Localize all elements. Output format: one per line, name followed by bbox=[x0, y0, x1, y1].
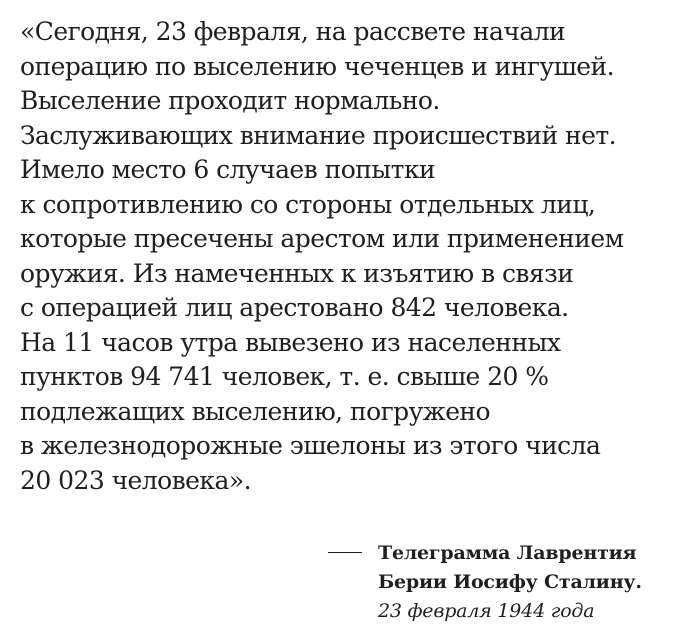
quote-line: которые пресечены арестом или применением bbox=[20, 224, 624, 253]
quote-line: 20 023 человека». bbox=[20, 465, 251, 495]
attribution-source-line: Телеграмма Лаврентия bbox=[378, 542, 637, 564]
attribution-source-line: Берии Иосифу Сталину. bbox=[378, 571, 642, 593]
telegram-quote bbox=[20, 15, 690, 498]
attribution-source bbox=[378, 539, 668, 626]
quote-line: операцию по выселению чеченцев и ингушей. bbox=[20, 51, 615, 81]
quote-line: Выселение проходит нормально. bbox=[20, 86, 440, 115]
quote-line: с операцией лиц арестовано 842 человека. bbox=[20, 293, 569, 322]
quote-line: к сопротивлению со стороны отдельных лиц, bbox=[20, 189, 596, 219]
quote-attribution bbox=[328, 539, 668, 626]
quote-line: оружия. Из намеченных к изъятию в связи bbox=[20, 258, 574, 288]
attribution-date: 23 февраля 1944 года bbox=[378, 600, 595, 622]
quote-line: Имело место 6 случаев попытки bbox=[20, 155, 436, 184]
attribution-dash bbox=[328, 552, 362, 553]
quote-line: На 11 часов утра вывезено из населенных bbox=[20, 327, 561, 357]
quote-line: подлежащих выселению, погружено bbox=[20, 396, 491, 426]
quote-line: «Сегодня, 23 февраля, на рассвете начали bbox=[20, 17, 566, 46]
quote-line: Заслуживающих внимание происшествий нет. bbox=[20, 120, 617, 150]
quote-line: в железнодорожные эшелоны из этого числа bbox=[20, 431, 601, 460]
quote-line: пунктов 94 741 человек, т. е. свыше 20 % bbox=[20, 362, 549, 391]
